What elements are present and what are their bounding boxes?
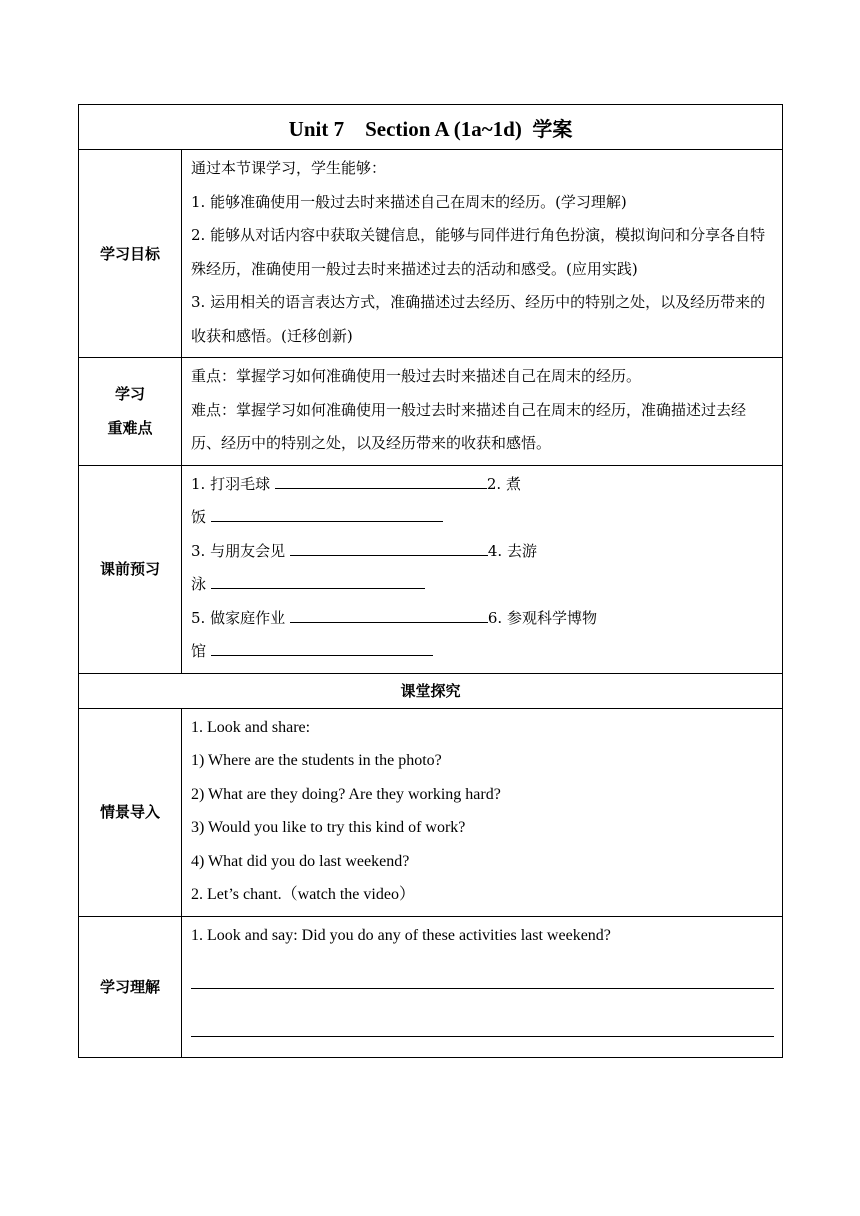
preview-row (79, 465, 783, 673)
lead-in-line: 2) What are they doing? Are they working hard? (191, 785, 501, 803)
objective-item-1: 1. 能够准确使用一般过去时来描述自己在周末的经历。(学习理解) (191, 192, 627, 211)
lead-in-content (182, 708, 783, 916)
preview-item: 3. 与朋友会见 4. 去游 (191, 535, 774, 569)
lead-in-line: 3) Would you like to try this kind of work? (191, 819, 466, 836)
lead-in-line: 4) What did you do last weekend? (191, 852, 410, 870)
preview-content (182, 465, 783, 673)
objectives-content (182, 150, 783, 358)
objective-item-2: 2. 能够从对话内容中获取关键信息，能够与同伴进行角色扮演，模拟询问和分享各自特殊经历，准确使用一般过去时来描述过去的活动和感受。(应用实践) (191, 226, 766, 278)
preview-item-cont: 泳 (191, 568, 774, 602)
title-row (79, 105, 783, 150)
title-unit: Unit 7 (288, 116, 345, 141)
objectives-row (79, 150, 783, 358)
preview-item: 1. 打羽毛球 2. 煮 (191, 468, 774, 502)
lead-in-line: 2. Let’s chant.（watch the video） (191, 886, 415, 903)
answer-blank[interactable] (211, 570, 425, 589)
title-suffix: 学案 (532, 116, 573, 141)
worksheet-table (78, 104, 783, 1058)
comprehension-label: 学习理解 (79, 916, 182, 1058)
key-points-row (79, 358, 783, 466)
comprehension-row (79, 916, 783, 1058)
preview-item-cont: 饭 (191, 501, 774, 535)
answer-blank[interactable] (290, 604, 488, 623)
answer-blank[interactable] (290, 537, 488, 556)
comprehension-content (182, 916, 783, 1058)
key-points-label-line1: 学习 (114, 385, 145, 404)
lead-in-line: 1. Look and share: (191, 718, 311, 736)
page-title (79, 105, 783, 150)
answer-blank[interactable] (275, 470, 487, 489)
difficult-point: 难点：掌握学习如何准确使用一般过去时来描述自己在周末的经历，准确描述过去经历、经历中的特别之处，以及经历带来的收获和感悟。 (191, 400, 747, 452)
objectives-label: 学习目标 (79, 150, 182, 358)
title-section: Section A (1a~1d) (365, 116, 522, 141)
objectives-intro: 通过本节课学习，学生能够： (191, 159, 387, 177)
answer-blank[interactable] (211, 637, 433, 656)
preview-label: 课前预习 (79, 465, 182, 673)
key-point: 重点：掌握学习如何准确使用一般过去时来描述自己在周末的经历。 (191, 367, 642, 385)
lead-in-line: 1) Where are the students in the photo? (191, 752, 442, 769)
preview-item: 5. 做家庭作业 6. 参观科学博物 (191, 602, 774, 636)
objective-item-3: 3. 运用相关的语言表达方式，准确描述过去经历、经历中的特别之处，以及经历带来的收获和感悟。(迁移创新) (191, 293, 766, 345)
preview-item-cont: 馆 (191, 635, 774, 669)
answer-blank[interactable] (211, 503, 443, 522)
key-points-label (79, 358, 182, 466)
exploration-header: 课堂探究 (79, 673, 783, 708)
comprehension-question: 1. Look and say: Did you do any of these activities last weekend? (191, 926, 611, 944)
key-points-label-line2: 重难点 (107, 419, 153, 438)
answer-line[interactable] (191, 1035, 774, 1037)
key-points-content (182, 358, 783, 466)
lead-in-row (79, 708, 783, 916)
exploration-header-row (79, 673, 783, 708)
lead-in-label: 情景导入 (79, 708, 182, 916)
